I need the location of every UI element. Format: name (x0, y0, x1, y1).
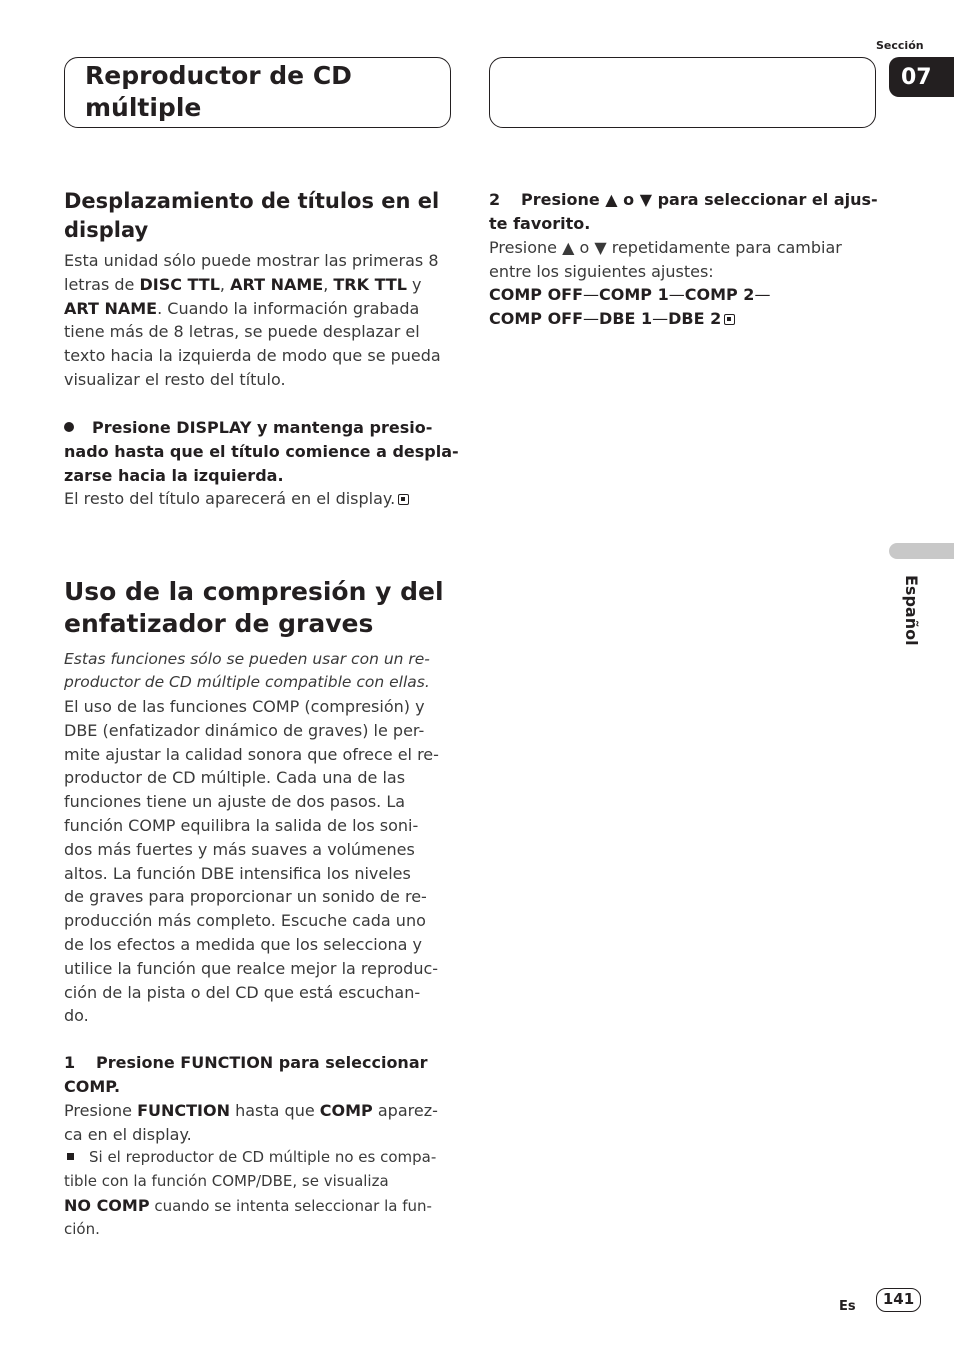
note-line (64, 1194, 464, 1219)
step-1-line (64, 1051, 464, 1075)
comp-line: de los efectos a medida que los selecciona y (64, 934, 422, 954)
step-1-line: COMP. (64, 1076, 121, 1096)
heading-compression (64, 576, 464, 640)
chapter-title-line1: Reproductor de CD (85, 61, 352, 90)
note-text: cuando se intenta seleccionar la fun- (149, 1196, 432, 1215)
italic-line: productor de CD múltiple compatible con ellas. (64, 673, 430, 691)
comp-line: altos. La función DBE intensifica los niveles (64, 863, 411, 883)
dash: — (583, 308, 600, 328)
bullet-line (64, 416, 464, 440)
step-2-desc-line: entre los siguientes ajustes: (489, 261, 714, 281)
scroll-line: tiene más de 8 letras, se puede desplazar el (64, 322, 420, 342)
step-2-desc-line: Presione ▲ o ▼ repetidamente para cambiar (489, 238, 842, 257)
no-comp-label: NO COMP (64, 1195, 150, 1215)
heading-title-scroll (64, 187, 464, 245)
scroll-paragraph (64, 249, 464, 392)
compatibility-note (64, 648, 464, 694)
step-1-description (64, 1099, 464, 1147)
section-label: Sección (876, 39, 924, 52)
scroll-line: Esta unidad sólo puede mostrar las primeras 8 (64, 251, 439, 270)
setting-comp-off: COMP OFF (489, 308, 584, 328)
dash: — (583, 285, 600, 304)
step-2-line (489, 188, 889, 212)
step-1-number: 1 (64, 1053, 76, 1072)
comp-label: COMP (319, 1101, 373, 1120)
disc-ttl-label: DISC TTL (139, 274, 220, 294)
art-name-label: ART NAME (230, 274, 324, 294)
scroll-line (64, 273, 464, 297)
text-fragment: , (323, 274, 334, 294)
comp-line: función COMP equilibra la salida de los soni- (64, 815, 419, 835)
page-number: 141 (876, 1288, 921, 1312)
text-fragment: Presione (64, 1101, 138, 1120)
dash: — (668, 285, 685, 304)
bullet-result (64, 487, 464, 511)
sequence-line-2 (489, 307, 889, 331)
settings-sequence (489, 283, 889, 331)
note-line (64, 1146, 464, 1170)
language-tab-label: Español (902, 575, 921, 646)
section-number: 07 (889, 57, 954, 97)
dash: — (652, 308, 669, 328)
end-mark-icon (724, 314, 735, 325)
comp-line: productor de CD múltiple. Cada una de las (64, 768, 406, 788)
italic-line: Estas funciones sólo se pueden usar con un re- (64, 650, 430, 668)
note-text: Si el reproductor de CD múltiple no es compa- (89, 1148, 437, 1166)
setting-comp-1: COMP 1 (599, 285, 669, 304)
step-1-desc-line: ca en el display. (64, 1124, 192, 1144)
sequence-line-1 (489, 283, 889, 307)
step-2-text: Presione ▲ o ▼ para seleccionar el ajus- (521, 190, 878, 209)
comp-line: do. (64, 1006, 89, 1026)
bullet-text: Presione DISPLAY y mantenga presio- (92, 418, 433, 437)
bullet-result-text: El resto del título aparecerá en el display. (64, 489, 396, 508)
step-1-text: Presione FUNCTION para seleccionar (96, 1053, 428, 1072)
trk-ttl-label: TRK TTL (333, 274, 407, 294)
bullet-instruction (64, 416, 464, 487)
text-fragment: . Cuando la información grabada (157, 298, 420, 318)
chapter-title-line2: múltiple (85, 93, 202, 122)
note-line: ción. (64, 1220, 100, 1239)
note-line: tible con la función COMP/DBE, se visualiza (64, 1171, 389, 1190)
text-fragment: , (219, 274, 231, 294)
step-2-description (489, 236, 889, 284)
comp-line: producción más completo. Escuche cada uno (64, 911, 426, 931)
comp-line: utilice la función que realce mejor la reproduc- (64, 958, 439, 978)
comp-line: de graves para proporcionar un sonido de re- (64, 887, 427, 907)
text-fragment: aparez- (372, 1101, 438, 1120)
comp-line: dos más fuertes y más suaves a volúmenes (64, 839, 415, 859)
function-label: FUNCTION (137, 1101, 230, 1120)
bullet-icon (64, 422, 74, 432)
end-mark-icon (398, 494, 409, 505)
step-2-heading (489, 188, 889, 236)
setting-dbe-1: DBE 1 (599, 308, 653, 328)
dash: — (754, 285, 771, 304)
footer-language-code: Es (839, 1299, 856, 1314)
comp-line: funciones tiene un ajuste de dos pasos. La (64, 792, 406, 812)
text-fragment: letras de (64, 274, 140, 294)
text-fragment: hasta que (230, 1101, 320, 1120)
heading-compression-line2: enfatizador de graves (64, 609, 374, 638)
step-1-heading (64, 1051, 464, 1099)
comp-line: DBE (enfatizador dinámico de graves) le per- (64, 720, 425, 740)
comp-line: mite ajustar la calidad sonora que ofrece el re- (64, 744, 439, 764)
step-2-line: te favorito. (489, 213, 591, 233)
setting-dbe-2: DBE 2 (668, 308, 722, 328)
setting-comp-off: COMP OFF (489, 285, 584, 304)
language-tab-bar (889, 543, 954, 559)
heading-title-scroll-line2: display (64, 218, 149, 242)
comp-line: El uso de las funciones COMP (compresión) y (64, 697, 425, 716)
note-square-icon (67, 1153, 74, 1160)
step-1-note (64, 1146, 464, 1242)
scroll-line (64, 297, 464, 321)
step-1-desc-line (64, 1099, 464, 1123)
scroll-line: texto hacia la izquierda de modo que se pueda (64, 346, 441, 366)
bullet-line: nado hasta que el título comience a despla- (64, 441, 459, 461)
art-name-label: ART NAME (64, 298, 158, 318)
heading-title-scroll-line1: Desplazamiento de títulos en el (64, 189, 440, 213)
scroll-line: visualizar el resto del título. (64, 369, 286, 389)
header-empty-box (489, 57, 876, 128)
comp-line: ción de la pista o del CD que está escuchan- (64, 982, 421, 1002)
heading-compression-line1: Uso de la compresión y del (64, 577, 444, 606)
step-2-number: 2 (489, 190, 501, 209)
text-fragment: y (406, 274, 422, 294)
compression-paragraph (64, 695, 464, 1028)
setting-comp-2: COMP 2 (684, 285, 755, 304)
chapter-title (85, 60, 352, 124)
bullet-line: zarse hacia la izquierda. (64, 465, 284, 485)
